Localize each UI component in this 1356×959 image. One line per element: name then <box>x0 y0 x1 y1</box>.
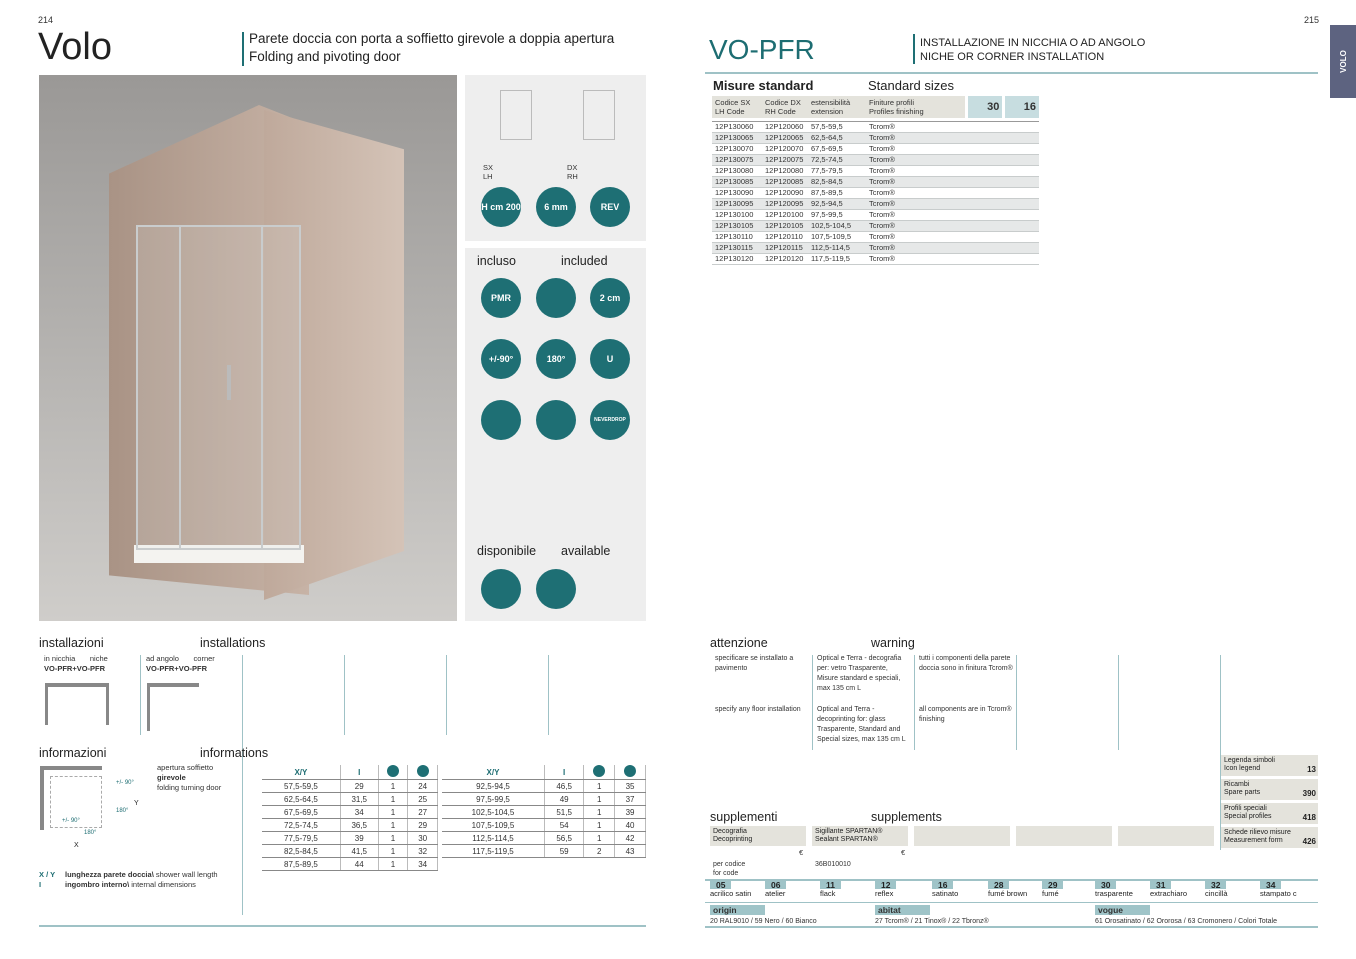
table-row <box>712 187 1039 198</box>
dimensions-table-left: X/Y I 57,5-59,5 29 1 24 62,5-64,5 31,5 1 25 67,5-69,5 34 1 27 72,5-74,5 36,5 1 29 77,5-79,5 39 1 30 82,5-84,5 41,5 1 32 87,5-89,5 44 1 34 <box>262 765 438 871</box>
section-tab[interactable] <box>1330 25 1356 98</box>
informations-title-en: informations <box>200 746 269 760</box>
glass-option: 28 fumé brown <box>988 880 1028 898</box>
warning-floor-en: specify any floor installation <box>715 706 801 713</box>
glass-option: 11 flack <box>820 881 841 898</box>
table-cell: 117,5-119,5 <box>442 845 544 858</box>
table-cell: 51,5 <box>544 806 583 819</box>
angle-label: 180° <box>84 830 97 836</box>
adjustment-2cm-icon: 2 cm <box>590 278 630 318</box>
table-row <box>262 780 438 793</box>
table-cell <box>1004 253 1039 264</box>
table-cell: Tcrom® <box>866 220 966 231</box>
table-cell <box>966 253 1004 264</box>
table-cell: 92,5-94,5 <box>808 198 866 209</box>
table-cell: 62,5-64,5 <box>808 132 866 143</box>
included-label-en: included <box>561 254 608 268</box>
table-cell: Tcrom® <box>866 154 966 165</box>
glass-option: 05 acrilico satin <box>710 880 752 898</box>
table-cell <box>966 132 1004 143</box>
for-code-en: for code <box>713 870 739 877</box>
model-code: VO-PFR <box>709 34 815 65</box>
table-cell: 12P120105 <box>762 220 808 231</box>
install-en: NICHE OR CORNER INSTALLATION <box>920 51 1105 63</box>
table-cell: 12P120120 <box>762 253 808 264</box>
table-row <box>712 154 1039 165</box>
table-cell <box>1004 176 1039 187</box>
dx-label: DX <box>567 163 578 172</box>
table-cell: 12P120090 <box>762 187 808 198</box>
install-it: INSTALLAZIONE IN NICCHIA O AD ANGOLO <box>920 37 1146 49</box>
divider <box>242 32 244 66</box>
supplement-decoprinting: Decografia Decoprinting <box>710 826 806 846</box>
table-cell: 31,5 <box>340 793 378 806</box>
table-cell: 24 <box>408 780 438 793</box>
table-cell: 107,5-109,5 <box>808 231 866 242</box>
table-cell: 12P120070 <box>762 143 808 154</box>
table-cell: 12P120100 <box>762 209 808 220</box>
table-cell: 34 <box>408 858 438 871</box>
lh-label: LH <box>483 172 493 181</box>
u-profile-icon: U <box>590 339 630 379</box>
installations-title-it: installazioni <box>39 636 104 650</box>
table-cell: 1 <box>584 832 615 845</box>
table-cell: 87,5-89,5 <box>808 187 866 198</box>
legend-en: shower wall length <box>155 870 218 879</box>
table-cell: 27 <box>408 806 438 819</box>
height-200-icon: H cm 200 <box>481 187 521 227</box>
table-row <box>442 780 646 793</box>
table-cell: 12P120065 <box>762 132 808 143</box>
decoprinting-icon <box>481 569 521 609</box>
table-cell: 49 <box>544 793 583 806</box>
table-row <box>442 819 646 832</box>
table-cell: 12P130070 <box>712 143 762 154</box>
table-cell <box>966 143 1004 154</box>
table-cell: Tcrom® <box>866 187 966 198</box>
table-row <box>442 806 646 819</box>
table-cell: 12P120060 <box>762 121 808 132</box>
legend-spare-parts[interactable]: Ricambi Spare parts 390 <box>1221 779 1318 800</box>
divider <box>705 902 1318 903</box>
table-row <box>712 209 1039 220</box>
configuration-panel <box>465 75 646 241</box>
table-cell: Tcrom® <box>866 121 966 132</box>
finish-vogue: vogue 61 Orosatinato / 62 Ororosa / 63 Cromonero / Colori Totale <box>1095 905 1277 925</box>
included-panel <box>465 248 646 621</box>
table-cell: 112,5-114,5 <box>442 832 544 845</box>
pmr-icon: PMR <box>481 278 521 318</box>
sx-label: SX <box>483 163 494 172</box>
reversible-icon: REV <box>590 187 630 227</box>
finish-30-header: 30 <box>966 96 1004 118</box>
warning-floor-it: specificare se installato a pavimento <box>715 655 794 672</box>
table-cell <box>1004 242 1039 253</box>
subtitle-en: Folding and pivoting door <box>249 49 401 64</box>
table-row <box>712 242 1039 253</box>
table-cell: 1 <box>378 832 408 845</box>
table-cell <box>966 176 1004 187</box>
supplement-sealant: Sigillante SPARTAN® Sealant SPARTAN® <box>812 826 908 846</box>
table-cell: 2 <box>584 845 615 858</box>
table-cell: 82,5-84,5 <box>262 845 340 858</box>
table-cell: Tcrom® <box>866 209 966 220</box>
table-cell: 12P130080 <box>712 165 762 176</box>
table-cell: 12P130075 <box>712 154 762 165</box>
desc-it-2: girevole <box>157 773 186 782</box>
table-cell: 1 <box>584 806 615 819</box>
table-row <box>712 231 1039 242</box>
table-cell <box>966 220 1004 231</box>
table-cell <box>966 242 1004 253</box>
informations-title-it: informazioni <box>39 746 107 760</box>
table-cell: 72,5-74,5 <box>262 819 340 832</box>
divider <box>913 34 915 64</box>
table-cell: 42 <box>615 832 646 845</box>
sealant-icon <box>536 569 576 609</box>
legend-it: ingombro interno\ <box>65 880 130 889</box>
table-row <box>442 845 646 858</box>
table-row <box>712 176 1039 187</box>
table-cell <box>966 165 1004 176</box>
table-cell: 12P130095 <box>712 198 762 209</box>
subtitle-it: Parete doccia con porta a soffietto girevole a doppia apertura <box>249 31 615 46</box>
table-cell <box>1004 187 1039 198</box>
table-cell <box>966 231 1004 242</box>
table-cell: 97,5-99,5 <box>442 793 544 806</box>
rh-label: RH <box>567 172 578 181</box>
finish-16-header: 16 <box>1004 96 1039 118</box>
table-cell: 67,5-69,5 <box>262 806 340 819</box>
table-cell: 1 <box>584 819 615 832</box>
table-cell: Tcrom® <box>866 176 966 187</box>
table-cell: 62,5-64,5 <box>262 793 340 806</box>
legend-it: lunghezza parete doccia\ <box>65 870 154 879</box>
hinge-180-icon: 180° <box>536 339 576 379</box>
weight-icon <box>624 765 636 777</box>
table-cell: 1 <box>378 845 408 858</box>
table-cell: 29 <box>408 819 438 832</box>
table-cell: 1 <box>378 780 408 793</box>
glass-option: 34 stampato c <box>1260 880 1297 898</box>
table-row <box>262 819 438 832</box>
supplement-empty <box>1118 826 1214 846</box>
table-row <box>712 143 1039 154</box>
kit-icon <box>593 765 605 777</box>
table-cell: 12P120115 <box>762 242 808 253</box>
warning-finish-it: tutti i componenti della parete doccia sono in finitura Tcrom® <box>919 655 1013 672</box>
table-row <box>712 132 1039 143</box>
table-row <box>262 858 438 871</box>
table-cell: 54 <box>544 819 583 832</box>
niche-label-it: in nicchia <box>44 654 76 663</box>
glass-option: 31 extrachiaro <box>1150 880 1188 898</box>
table-cell: 12P130085 <box>712 176 762 187</box>
table-cell: 30 <box>408 832 438 845</box>
table-row <box>262 806 438 819</box>
warning-title-it: attenzione <box>710 636 768 650</box>
table-cell: 59 <box>544 845 583 858</box>
table-cell: 12P130120 <box>712 253 762 264</box>
table-cell: 12P120095 <box>762 198 808 209</box>
niche-diagram <box>45 683 109 725</box>
table-cell: 97,5-99,5 <box>808 209 866 220</box>
legend-key: X / Y <box>39 870 56 879</box>
page-number-left: 214 <box>38 15 54 25</box>
table-cell <box>1004 143 1039 154</box>
table-cell: 87,5-89,5 <box>262 858 340 871</box>
table-cell: 12P120080 <box>762 165 808 176</box>
table-cell: 67,5-69,5 <box>808 143 866 154</box>
table-cell: 57,5-59,5 <box>262 780 340 793</box>
table-cell: 92,5-94,5 <box>442 780 544 793</box>
angle-label: +/- 90° <box>116 780 134 786</box>
table-row <box>262 793 438 806</box>
table-cell: 34 <box>340 806 378 819</box>
floor-icon <box>481 400 521 440</box>
warning-deco-it: Optical e Terra - decografia per: vetro Trasparente, Misure standard e speciali, max 135 cm L <box>817 655 902 692</box>
series-title: Volo <box>38 26 112 68</box>
table-cell: 39 <box>340 832 378 845</box>
euro-sign: € <box>901 848 906 857</box>
for-code-it: per codice <box>713 861 746 868</box>
table-cell <box>1004 165 1039 176</box>
glass-6mm-icon: 6 mm <box>536 187 576 227</box>
supplements-title-en: supplements <box>871 810 942 824</box>
angle-label: +/- 90° <box>62 818 80 824</box>
table-cell: 29 <box>340 780 378 793</box>
table-cell: 1 <box>378 793 408 806</box>
warning-finish-en: all components are in Tcrom® finishing <box>919 706 1012 723</box>
legend-icon-legend[interactable]: Legenda simboli Icon legend 13 <box>1221 755 1318 776</box>
table-cell: 1 <box>378 858 408 871</box>
table-cell <box>1004 220 1039 231</box>
table-cell: 72,5-74,5 <box>808 154 866 165</box>
euro-sign: € <box>799 848 804 857</box>
table-cell: 46,5 <box>544 780 583 793</box>
table-cell: 35 <box>615 780 646 793</box>
table-row <box>712 220 1039 231</box>
niche-label-en: niche <box>89 654 108 663</box>
table-cell <box>966 209 1004 220</box>
supplement-empty <box>1016 826 1112 846</box>
table-cell: 36,5 <box>340 819 378 832</box>
table-cell <box>1004 231 1039 242</box>
sealant-code: 36B010010 <box>815 861 851 868</box>
profile-icon <box>536 278 576 318</box>
table-cell <box>1004 198 1039 209</box>
kit-icon <box>387 765 399 777</box>
table-cell: 41,5 <box>340 845 378 858</box>
table-cell: 12P130090 <box>712 187 762 198</box>
table-cell: 112,5-114,5 <box>808 242 866 253</box>
desc-it-1: apertura soffietto <box>157 763 214 772</box>
std-title-en: Standard sizes <box>868 78 954 93</box>
table-row <box>712 253 1039 264</box>
table-cell: Tcrom® <box>866 231 966 242</box>
available-label-en: available <box>561 544 611 558</box>
dimensions-table-right: X/Y I 92,5-94,5 46,5 1 35 97,5-99,5 49 1 37 102,5-104,5 51,5 1 39 107,5-109,5 54 1 40 112,5-114,5 56,5 1 42 117,5-119,5 59 2 43 <box>442 765 646 858</box>
table-cell: 40 <box>615 819 646 832</box>
table-cell: Tcrom® <box>866 253 966 264</box>
table-row <box>442 832 646 845</box>
table-cell: 12P130100 <box>712 209 762 220</box>
table-row <box>712 198 1039 209</box>
weight-icon <box>417 765 429 777</box>
table-cell: 1 <box>584 780 615 793</box>
table-row <box>712 121 1039 132</box>
footer-line <box>705 926 1318 928</box>
table-cell <box>966 187 1004 198</box>
neverdrop-icon: NEVERDROP <box>590 400 630 440</box>
table-cell: Tcrom® <box>866 132 966 143</box>
legend-measurement-form[interactable]: Schede rilievo misure Measurement form 426 <box>1221 827 1318 848</box>
table-cell: 77,5-79,5 <box>808 165 866 176</box>
table-cell: 43 <box>615 845 646 858</box>
table-cell <box>1004 209 1039 220</box>
left-hand-door-drawing <box>500 90 532 140</box>
table-row <box>712 165 1039 176</box>
finish-origin: origin 20 RAL9010 / 59 Nero / 60 Bianco <box>710 905 817 925</box>
table-row <box>262 845 438 858</box>
page-number-right: 215 <box>1304 15 1320 25</box>
finish-abitat: abitat 27 Tcrom® / 21 Tinox® / 22 Tbronz® <box>875 905 989 925</box>
supplement-empty <box>914 826 1010 846</box>
table-cell: 102,5-104,5 <box>442 806 544 819</box>
table-cell: 77,5-79,5 <box>262 832 340 845</box>
table-cell: 12P130105 <box>712 220 762 231</box>
table-cell: 56,5 <box>544 832 583 845</box>
table-cell: 12P130110 <box>712 231 762 242</box>
table-cell: 57,5-59,5 <box>808 121 866 132</box>
handle-icon <box>536 400 576 440</box>
standard-sizes-table: Codice SX LH Code Codice DX RH Code estensibilità extension Finiture profili Profiles finishing 30 16 12P130060 12P120060 57,5-59,5 Tcrom® 12P130065 12P120065 62,5-64,5 Tcrom® 12P130070 12P120070 67,5-69,5 Tcrom® 12P130075 12P120075 72,5-74,5 Tcrom® 12P130080 12P120080 77,5-79,5 Tcrom® 12P130085 12P120085 82,5-84,5 Tcrom® 12P130090 12P120090 87,5-89,5 Tcrom® 12P130095 12P120095 92,5-94,5 Tcrom® 12P130100 12P120100 97,5-99,5 Tcrom® 12P130105 12P120105 102,5-104,5 Tcrom® 12P130110 12P120110 107,5-109,5 Tcrom® 12P130115 12P120115 112,5-114,5 Tcrom® 12P130120 12P120120 117,5-119,5 Tcrom® <box>712 96 1039 265</box>
table-row <box>262 832 438 845</box>
table-cell: 12P130060 <box>712 121 762 132</box>
x-label: X <box>74 842 79 849</box>
table-cell: 32 <box>408 845 438 858</box>
glass-option: 32 cincillà <box>1205 880 1228 898</box>
warning-deco-en: Optical and Terra - decoprinting for: glass Trasparente, Standard and Special sizes, max 135 cm L <box>817 706 906 743</box>
table-cell: Tcrom® <box>866 165 966 176</box>
table-cell: 37 <box>615 793 646 806</box>
right-hand-door-drawing <box>583 90 615 140</box>
table-cell: 12P130115 <box>712 242 762 253</box>
table-cell: 117,5-119,5 <box>808 253 866 264</box>
table-cell: 82,5-84,5 <box>808 176 866 187</box>
table-cell: Tcrom® <box>866 242 966 253</box>
table-cell <box>1004 154 1039 165</box>
angle-label: 180° <box>116 808 129 814</box>
table-cell <box>966 121 1004 132</box>
table-cell: 102,5-104,5 <box>808 220 866 231</box>
table-row <box>442 793 646 806</box>
section-tab-label: VOLO <box>1338 50 1348 73</box>
desc-en: folding turning door <box>157 783 222 792</box>
table-cell: Tcrom® <box>866 198 966 209</box>
info-diagram <box>40 766 139 849</box>
glass-option: 16 satinato <box>932 880 959 898</box>
legend-special-profiles[interactable]: Profili speciali Special profiles 418 <box>1221 803 1318 824</box>
table-cell: 1 <box>378 806 408 819</box>
table-cell: 44 <box>340 858 378 871</box>
table-cell: 12P120110 <box>762 231 808 242</box>
footer-line <box>39 925 646 927</box>
table-cell: 107,5-109,5 <box>442 819 544 832</box>
table-cell <box>1004 132 1039 143</box>
table-cell: 12P120085 <box>762 176 808 187</box>
table-cell: 12P120075 <box>762 154 808 165</box>
glass-option: 30 trasparente <box>1095 880 1133 898</box>
available-label-it: disponibile <box>477 544 537 558</box>
table-cell: 39 <box>615 806 646 819</box>
pivot-90-icon: +/-90° <box>481 339 521 379</box>
table-cell <box>966 198 1004 209</box>
legend-key: I <box>39 880 42 889</box>
glass-option: 29 fumé <box>1042 881 1063 898</box>
warning-title-en: warning <box>871 636 915 650</box>
table-cell: 12P130065 <box>712 132 762 143</box>
included-label-it: incluso <box>477 254 516 268</box>
glass-option: 12 reflex <box>875 881 896 898</box>
header-line <box>705 72 1318 74</box>
legend-en: internal dimensions <box>131 880 196 889</box>
std-title-it: Misure standard <box>713 78 814 93</box>
corner-diagram <box>147 683 199 731</box>
corner-label-it: ad angolo <box>146 654 179 663</box>
corner-label-en: corner <box>193 654 215 663</box>
installations-title-en: installations <box>200 636 266 650</box>
table-cell <box>1004 121 1039 132</box>
niche-code: VO-PFR+VO-PFR <box>44 664 106 673</box>
product-photo <box>39 75 457 621</box>
table-cell: 1 <box>584 793 615 806</box>
supplements-title-it: supplementi <box>710 810 778 824</box>
table-cell: Tcrom® <box>866 143 966 154</box>
glass-option: 06 atelier <box>765 880 786 898</box>
table-cell: 1 <box>378 819 408 832</box>
y-label: Y <box>134 800 139 807</box>
table-cell: 25 <box>408 793 438 806</box>
corner-code: VO-PFR+VO-PFR <box>146 664 208 673</box>
table-cell <box>966 154 1004 165</box>
